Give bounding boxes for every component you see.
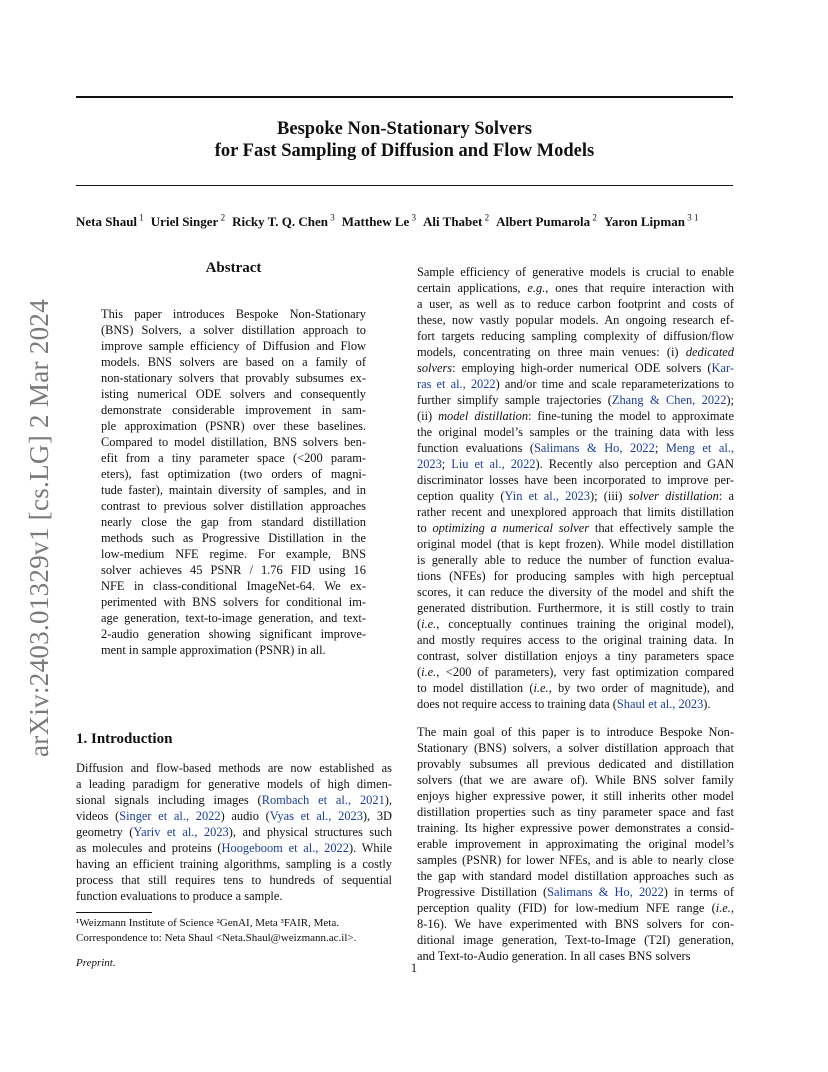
- body-text: ;: [654, 441, 666, 455]
- paragraph-line: [417, 820, 734, 836]
- body-text: sional signals including images (: [76, 793, 262, 807]
- abstract-line: non-stationary solvers that provably subsumes ex-: [101, 371, 366, 385]
- body-text: Diffusion and flow-based methods are now established as: [76, 761, 392, 775]
- citation-link[interactable]: Salimans & Ho, 2022: [534, 441, 655, 455]
- title-rule-top: [76, 96, 733, 98]
- body-text: ditional image generation, Text-to-Image (T2I) generation,: [417, 933, 734, 947]
- abstract-line: nearly close the gap from standard distillation: [101, 515, 366, 529]
- paragraph-line: [417, 264, 734, 280]
- body-text: ,: [730, 901, 734, 915]
- author-affiliation-mark: 2: [590, 213, 597, 223]
- intro-line: [76, 776, 392, 792]
- body-text: ) and/or time and scale reparameterizations to: [495, 377, 734, 391]
- paragraph-line: [417, 648, 734, 664]
- intro-line: [76, 760, 392, 776]
- body-text: samples (PSNR) for lower NFEs, and is able to nearly close: [417, 853, 734, 867]
- title-line-2: for Fast Sampling of Diffusion and Flow Models: [214, 141, 595, 161]
- citation-link[interactable]: Salimans & Ho, 2022: [547, 885, 664, 899]
- author-affiliation-mark: 1: [137, 213, 144, 223]
- body-text: distillation properties such as tiny parameter space and fast: [417, 805, 734, 819]
- author-name: [496, 214, 597, 229]
- paragraph-line: [417, 852, 734, 868]
- intro-line: [76, 792, 392, 808]
- author-affiliation-mark: 3 1: [684, 213, 699, 223]
- author-name: [232, 214, 335, 229]
- author-name: [604, 214, 699, 229]
- intro-line: [76, 840, 392, 856]
- body-text: fort targets reducing sampling complexity of diffusion/flow: [417, 329, 734, 343]
- emphasized-text: optimizing a numerical solver: [432, 521, 590, 535]
- abstract-line: models. BNS solvers are based on a family of: [101, 355, 366, 369]
- title-rule-bottom: [76, 185, 733, 186]
- author-name: [342, 214, 416, 229]
- body-text: and mostly requires access to the original training data. In: [417, 633, 734, 647]
- citation-link[interactable]: Hoogeboom et al., 2022: [221, 841, 349, 855]
- paragraph-line: [417, 552, 734, 568]
- footnote-rule: [76, 912, 152, 913]
- body-text: as molecules and proteins (: [76, 841, 222, 855]
- paragraph-line: [417, 916, 734, 932]
- body-text: The main goal of this paper is to introduce Bespoke Non-: [417, 725, 734, 739]
- body-text: : a: [718, 489, 734, 503]
- author-name-text: Albert Pumarola: [496, 214, 591, 230]
- author-name: [423, 214, 489, 229]
- abstract-line: ment in sample approximation (PSNR) in all.: [101, 643, 326, 657]
- body-text: that effectively sample the: [589, 521, 734, 535]
- author-name-text: Neta Shaul: [76, 214, 138, 230]
- paragraph-line: [417, 836, 734, 852]
- paragraph-line: [417, 296, 734, 312]
- body-text: does not require access to training data (: [417, 697, 617, 711]
- title-line-1: Bespoke Non-Stationary Solvers: [277, 119, 532, 139]
- author-name-text: Uriel Singer: [150, 214, 219, 230]
- body-text: geometry (: [76, 825, 134, 839]
- body-text: ),: [384, 793, 392, 807]
- right-column-paragraph-2: [417, 724, 734, 964]
- abstract-line: NFE in class-conditional ImageNet-64. We ex-: [101, 579, 366, 593]
- body-text: : fine-tuning the model to approximate: [528, 409, 734, 423]
- abstract-line: (BNS) Solvers, a solver distillation approach to: [101, 323, 366, 337]
- body-text: ). Recently also perception and GAN: [535, 457, 734, 471]
- paragraph-line: [417, 616, 734, 632]
- paragraph-line: [417, 756, 734, 772]
- paragraph-line: [417, 568, 734, 584]
- paragraph-line: [417, 804, 734, 820]
- citation-link[interactable]: Zhang & Chen, 2022: [611, 393, 727, 407]
- paragraph-line: [417, 724, 734, 740]
- paragraph-line: [417, 504, 734, 520]
- paragraph-line: [417, 664, 734, 680]
- abstract-line: perimented with BNS solvers for conditional im-: [101, 595, 366, 609]
- body-text: provably subsumes all previous dedicated and distillation: [417, 757, 734, 771]
- body-text: having an efficient training algorithms, sampling is a costly: [76, 857, 392, 871]
- abstract-line: ple approximation (PSNR) over these baselines.: [101, 419, 366, 433]
- abstract-line: eters), fast optimization (two orders of magni-: [101, 467, 366, 481]
- abstract-line: 2-audio generation showing significant improve-: [101, 627, 366, 641]
- emphasized-text: i.e.: [715, 901, 731, 915]
- intro-line: [76, 888, 392, 904]
- body-text: rather recent and unexplored approach that limits distillation: [417, 505, 734, 519]
- paragraph-line: [417, 868, 734, 884]
- emphasized-text: dedicated: [685, 345, 734, 359]
- body-text: further simplify sample trajectories (: [417, 393, 612, 407]
- body-text: certain applications,: [417, 281, 528, 295]
- body-text: , by two order of magnitude), and: [548, 681, 734, 695]
- body-text: , ones that require interaction with: [545, 281, 734, 295]
- body-text: , <200 of parameters), very fast optimization compared: [436, 665, 734, 679]
- author-affiliation-mark: 2: [218, 213, 226, 223]
- citation-link[interactable]: 2023: [417, 457, 442, 471]
- citation-link[interactable]: Vyas et al., 2023: [269, 809, 363, 823]
- intro-line: [76, 808, 392, 824]
- preprint-label: Preprint.: [76, 957, 116, 969]
- body-text: ), 3D: [362, 809, 392, 823]
- emphasized-text: model distillation: [438, 409, 529, 423]
- paragraph-line: [417, 536, 734, 552]
- body-text: (ii): [417, 409, 439, 423]
- abstract-line: isting numerical ODE solvers and consequently: [101, 387, 366, 401]
- emphasized-text: i.e.: [421, 665, 437, 679]
- author-list: [76, 213, 776, 230]
- paragraph-line: [417, 632, 734, 648]
- abstract-line: low-medium NFE regime. For example, BNS: [101, 547, 366, 561]
- citation-link[interactable]: Singer et al., 2022: [119, 809, 221, 823]
- citation-link[interactable]: Rombach et al., 2021: [261, 793, 385, 807]
- body-text: (: [417, 665, 422, 679]
- body-text: is generally able to reduce the number of function evalua-: [417, 553, 734, 567]
- abstract-line: efit from a tiny parameter space (<200 param-: [101, 451, 366, 465]
- introduction-paragraph: [76, 760, 392, 904]
- body-text: Sample efficiency of generative models is crucial to enable: [417, 265, 734, 279]
- emphasized-text: i.e.: [533, 681, 549, 695]
- paragraph-line: [417, 456, 734, 472]
- body-text: function evaluations to produce a sample.: [76, 889, 283, 903]
- author-affiliation-mark: 3: [409, 213, 417, 223]
- intro-line: [76, 872, 392, 888]
- body-text: videos (: [76, 809, 120, 823]
- author-name-text: Ali Thabet: [423, 214, 483, 230]
- intro-line: [76, 824, 392, 840]
- author-name: [151, 214, 225, 229]
- citation-link[interactable]: ras et al., 2022: [417, 377, 496, 391]
- paper-title: [76, 118, 733, 162]
- paragraph-line: [417, 360, 734, 376]
- body-text: Stationary (BNS) solvers, a solver distillation approach that: [417, 741, 734, 755]
- section-heading-introduction: 1. Introduction: [76, 731, 173, 747]
- paragraph-line: [417, 680, 734, 696]
- footnote-line: ¹Weizmann Institute of Science ²GenAI, Meta ³FAIR, Meta.: [76, 917, 339, 929]
- abstract-line: This paper introduces Bespoke Non-Stationary: [101, 307, 366, 321]
- paragraph-line: [417, 312, 734, 328]
- body-text: : employing high-order numerical ODE solvers (: [452, 361, 712, 375]
- abstract-line: Compared to model distillation, BNS solvers ben-: [101, 435, 366, 449]
- body-text: ception quality (: [417, 489, 505, 503]
- paragraph-line: [417, 408, 734, 424]
- body-text: (: [417, 617, 422, 631]
- citation-link[interactable]: Yariv et al., 2023: [133, 825, 229, 839]
- author-name-text: Matthew Le: [341, 214, 410, 230]
- author-name-text: Ricky T. Q. Chen: [232, 214, 329, 230]
- paragraph-line: [417, 344, 734, 360]
- body-text: process that still requires tens to hundreds of sequential: [76, 873, 392, 887]
- body-text: training. Its higher expressive power demonstrates a consid-: [417, 821, 734, 835]
- body-text: a leading paradigm for generative models of high dimen-: [76, 777, 392, 791]
- paragraph-line: [417, 600, 734, 616]
- paragraph-line: [417, 696, 734, 712]
- body-text: ) in terms of: [663, 885, 734, 899]
- right-column-paragraph-1: [417, 264, 734, 712]
- abstract-line: demonstrate considerable improvement in sam-: [101, 403, 366, 417]
- author-name-text: Yaron Lipman: [603, 214, 685, 230]
- body-text: a user, as well as to reduce carbon footprint and costs of: [417, 297, 734, 311]
- body-text: to: [417, 521, 433, 535]
- body-text: the original model’s samples or the training data with less: [417, 425, 734, 439]
- page-number: 1: [410, 961, 418, 975]
- citation-link[interactable]: Shaul et al., 2023: [616, 697, 704, 711]
- abstract-heading: Abstract: [205, 260, 262, 276]
- paragraph-line: [417, 520, 734, 536]
- emphasized-text: solver distillation: [628, 489, 719, 503]
- paragraph-line: [417, 932, 734, 948]
- emphasized-text: e.g.: [527, 281, 546, 295]
- body-text: tions (NFEs) for producing samples with high perceptual: [417, 569, 734, 583]
- intro-line: [76, 856, 392, 872]
- paragraph-line: [417, 584, 734, 600]
- abstract-line: contrast to previous solver distillation approaches: [101, 499, 366, 513]
- body-text: ) audio (: [220, 809, 270, 823]
- author-affiliation-mark: 2: [482, 213, 490, 223]
- body-text: , conceptually continues training the original model),: [436, 617, 734, 631]
- citation-link[interactable]: Yin et al., 2023: [504, 489, 590, 503]
- body-text: );: [726, 393, 734, 407]
- paragraph-line: [417, 772, 734, 788]
- paragraph-line: [417, 424, 734, 440]
- paragraph-line: [417, 900, 734, 916]
- footnote-line: Correspondence to: Neta Shaul <Neta.Shaul@weizmann.ac.il>.: [76, 932, 357, 944]
- paragraph-line: [417, 788, 734, 804]
- paragraph-line: [417, 884, 734, 900]
- body-text: ). While: [348, 841, 392, 855]
- body-text: contrast, solver distillation enjoys a tiny parameters space: [417, 649, 734, 663]
- paragraph-line: [417, 328, 734, 344]
- abstract-line: improve sample efficiency of Diffusion and Flow: [101, 339, 366, 353]
- affiliation-footnote: [76, 916, 394, 946]
- body-text: original model (that is kept frozen). While model distillation: [417, 537, 734, 551]
- body-text: function evaluations (: [417, 441, 534, 455]
- paragraph-line: [417, 440, 734, 456]
- abstract-line: tude faster), maintain diversity of samples, and in: [101, 483, 366, 497]
- emphasized-text: i.e.: [421, 617, 437, 631]
- body-text: to model distillation (: [417, 681, 534, 695]
- body-text: models, concentrating on three main venues: (i): [417, 345, 686, 359]
- abstract-body: [101, 306, 366, 658]
- body-text: Progressive Distillation (: [417, 885, 548, 899]
- body-text: ;: [441, 457, 452, 471]
- paragraph-line: [417, 472, 734, 488]
- body-text: ); (iii): [589, 489, 629, 503]
- body-text: perception quality (FID) for low-medium NFE range (: [417, 901, 716, 915]
- emphasized-text: solvers: [417, 361, 453, 375]
- body-text: these, now vastly popular models. An ongoing research ef-: [417, 313, 734, 327]
- paragraph-line: [417, 740, 734, 756]
- paragraph-line: [417, 488, 734, 504]
- body-text: ).: [703, 697, 711, 711]
- body-text: 8-16). We have experimented with BNS solvers for con-: [417, 917, 734, 931]
- body-text: solvers (that we are aware of). While BNS solver family: [417, 773, 734, 787]
- citation-link[interactable]: Kar-: [711, 361, 734, 375]
- citation-link[interactable]: Liu et al., 2022: [451, 457, 536, 471]
- abstract-line: solver achieves 45 PSNR / 1.76 FID using 16: [101, 563, 366, 577]
- paragraph-line: [417, 280, 734, 296]
- body-text: erable improvement in approximating the original model’s: [417, 837, 734, 851]
- paragraph-line: [417, 392, 734, 408]
- body-text: generated distribution. Furthermore, it is still costly to train: [417, 601, 734, 615]
- author-name: [76, 214, 144, 229]
- body-text: discriminator losses have been incorporated to improve per-: [417, 473, 734, 487]
- paragraph-line: [417, 376, 734, 392]
- body-text: scores, it can reduce the diversity of the model and shift the: [417, 585, 734, 599]
- body-text: ), and physical structures such: [228, 825, 393, 839]
- arxiv-identifier[interactable]: arXiv:2403.01329v1 [cs.LG] 2 Mar 2024: [24, 298, 54, 757]
- body-text: and Text-to-Audio generation. In all cases BNS solvers: [417, 949, 691, 963]
- abstract-line: age generation, text-to-image generation, and text-: [101, 611, 366, 625]
- abstract-line: methods such as Progressive Distillation in the: [101, 531, 366, 545]
- citation-link[interactable]: Meng et al.,: [665, 441, 734, 455]
- author-affiliation-mark: 3: [328, 213, 335, 223]
- body-text: the gap with standard model distillation approaches such as: [417, 869, 734, 883]
- body-text: enjoys higher expressive power, it still inherits other model: [417, 789, 734, 803]
